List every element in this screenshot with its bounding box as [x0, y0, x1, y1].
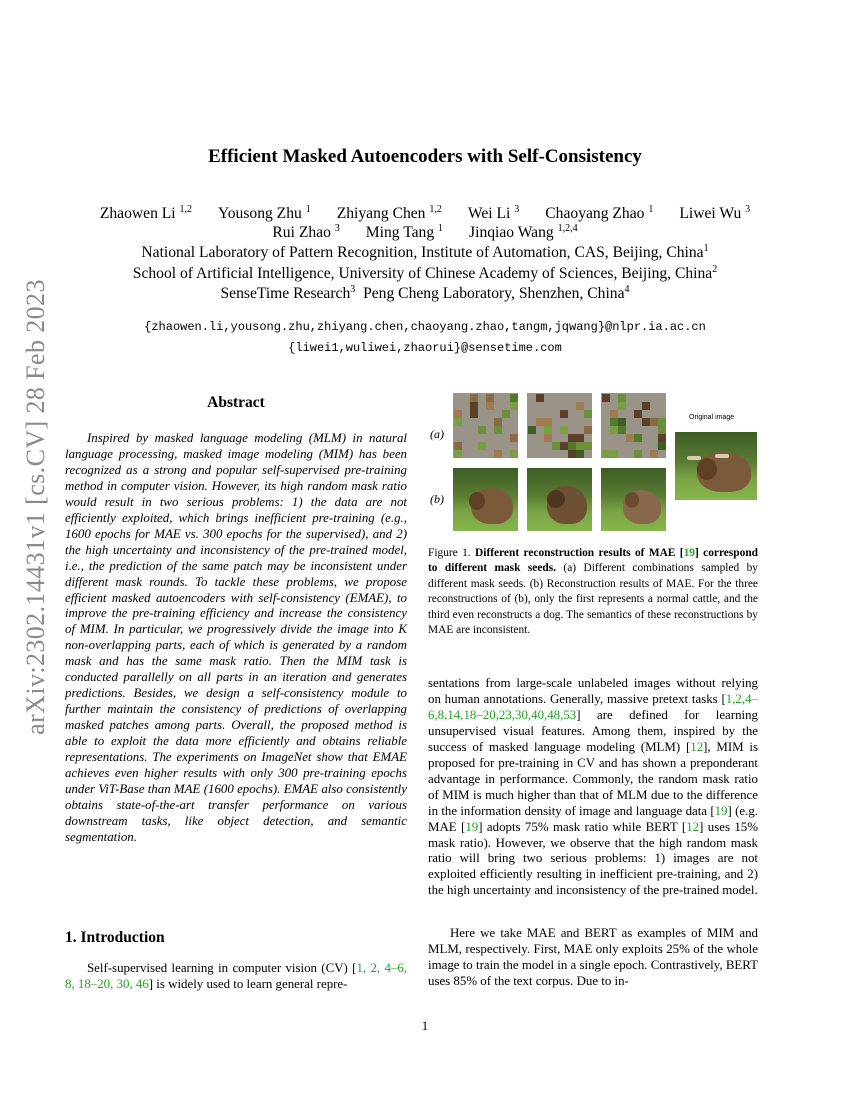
intro-paragraph	[65, 960, 407, 992]
visible-patch	[544, 426, 552, 434]
rp1-cite-4[interactable]: 19	[465, 819, 479, 834]
visible-patch	[658, 418, 666, 426]
author-name: Ming Tang	[365, 224, 439, 242]
visible-patch	[642, 402, 650, 410]
figure-1	[428, 392, 758, 542]
email-line-1[interactable]: {zhaowen.li,yousong.zhu,zhiyang.chen,chaoyang.zhao,tangm,jqwang}@nlpr.ia.ac.cn	[144, 320, 706, 334]
visible-patch	[454, 418, 462, 426]
author-affil-sup: 1	[305, 204, 311, 215]
visible-patch	[560, 426, 568, 434]
visible-patch	[634, 410, 642, 418]
arxiv-stamp	[8, 279, 64, 735]
visible-patch	[544, 434, 552, 442]
visible-patch	[454, 450, 462, 458]
visible-patch	[602, 450, 610, 458]
visible-patch	[634, 434, 642, 442]
rp1-e: ] (e.g. MAE [	[428, 803, 759, 834]
visible-patch	[658, 426, 666, 434]
author-name: Jinqiao Wang	[469, 224, 558, 242]
visible-patch	[576, 434, 584, 442]
author-name: Rui Zhao	[272, 224, 335, 242]
visible-patch	[576, 402, 584, 410]
visible-patch	[634, 450, 642, 458]
rp1-cite-2[interactable]: 12	[690, 739, 704, 754]
visible-patch	[626, 434, 634, 442]
visible-patch	[610, 410, 618, 418]
author-name: Zhaowen Li	[99, 205, 180, 223]
visible-patch	[658, 434, 666, 442]
visible-patch	[552, 442, 560, 450]
caption-prefix: Figure 1.	[428, 547, 476, 559]
affiliation-2-text: School of Artificial Intelligence, University of Chinese Academy of Sciences, Beijing, China	[132, 264, 713, 282]
visible-patch	[536, 418, 544, 426]
affiliation-4-sup: 4	[624, 284, 630, 295]
affiliation-2-sup: 2	[712, 263, 718, 275]
intro-text-pre: Self-supervised learning in computer vision (CV) [	[87, 961, 357, 975]
reconstruction-2	[527, 468, 592, 531]
affiliation-1-sup: 1	[703, 243, 709, 254]
author-affil-sup: 1	[648, 204, 654, 215]
author-name: Wei Li	[467, 205, 515, 223]
visible-patch	[454, 442, 462, 450]
affiliation-3-sup: 3	[350, 284, 356, 295]
intro-citations[interactable]: 1, 2, 4–6, 8, 18–20, 30, 46	[65, 961, 407, 991]
visible-patch	[584, 442, 592, 450]
caption-rest: (a) Different combinations sampled by different mask seeds. (b) Reconstruction results of MAE. For the three reconstructions of (b), only the first represents a normal cattle, and the third even reconstructs a dog. The semantics of these reconstructions by MAE are inconsistent.	[428, 562, 758, 637]
original-image-label: Original image	[689, 414, 735, 421]
visible-patch	[618, 426, 626, 434]
rp1-cite-5[interactable]: 12	[686, 819, 700, 834]
figure-1-caption	[428, 546, 758, 638]
author-affil-sup: 1,2,4	[557, 223, 578, 234]
rp1-a: sentations from large-scale unlabeled images without relying on human annotations. Generally, massive pretext tasks [	[428, 676, 758, 706]
visible-patch	[560, 442, 568, 450]
visible-patch	[658, 442, 666, 450]
masked-image-2	[527, 393, 592, 458]
visible-patch	[584, 410, 592, 418]
visible-patch	[568, 442, 576, 450]
rp1-cite-3[interactable]: 19	[714, 803, 728, 818]
visible-patch	[510, 394, 518, 402]
author-name: Liwei Wu	[679, 205, 746, 223]
reconstruction-3	[601, 468, 666, 531]
visible-patch	[470, 410, 478, 418]
visible-patch	[650, 450, 658, 458]
email-line-2[interactable]: {liwei1,wuliwei,zhaorui}@sensetime.com	[288, 341, 562, 355]
visible-patch	[650, 418, 658, 426]
abstract-heading: Abstract	[207, 394, 265, 411]
visible-patch	[544, 418, 552, 426]
visible-patch	[602, 394, 610, 402]
visible-patch	[510, 450, 518, 458]
rp1-b: ] are defined for learning unsupervised visual features. Among them, inspired by the success of masked language modeling (MLM) [	[428, 707, 758, 754]
visible-patch	[536, 394, 544, 402]
affiliation-1-text: National Laboratory of Pattern Recognition, Institute of Automation, CAS, Beijing, China	[141, 244, 704, 262]
author-affil-sup: 3	[514, 204, 520, 215]
visible-patch	[486, 394, 494, 402]
author-affil-sup: 3	[745, 204, 751, 215]
visible-patch	[560, 410, 568, 418]
abstract-body: Inspired by masked language modeling (MLM) in natural language processing, masked image modeling (MIM) has been recognized as a strong and popular self-supervised pre-training method in computer vision. However, its high random mask ratio would result in two serious problems: 1) the data are not efficiently exploited, which brings inefficient pre-training (e.g., 1600 epochs for MAE vs. 300 epochs for the supervised), and 2) the high uncertainty and inconsistency of the pre-trained model, i.e., the prediction of the same patch may be inconsistent under different mask rounds. To tackle these problems, we propose efficient masked autoencoders with self-consistency (EMAE), to improve the pre-training efficiency and increase the consistency of MIM. In particular, we progressively divide the image into K non-overlapping parts, each of which is generated by a random mask and has the same mask ratio. Then the MIM task is conducted parallelly on all parts in an iteration and generates predictions. Besides, we design a self-consistency module to further maintain the consistency of predictions of overlapping masked patches among parts. Overall, the proposed method is able to exploit the data more efficiently and obtains reliable representations. The experiments on ImageNet show that EMAE achieves even higher results with only 300 pre-training epochs under ViT-Base than MAE (1600 epochs). EMAE also consistently obtains state-of-the-art transfer performance on various downstream tasks, like object detection, and semantic segmentation.	[65, 431, 407, 844]
visible-patch	[470, 402, 478, 410]
author-affil-sup: 1	[438, 223, 444, 234]
rp1-cite-1[interactable]: 1,2,4–6,8,14,18–20,23,30,40,48,53	[428, 691, 758, 722]
visible-patch	[568, 434, 576, 442]
visible-patch	[510, 434, 518, 442]
affiliation-3	[40, 280, 810, 305]
right-paragraph-1	[428, 676, 758, 899]
intro-heading: 1. Introduction	[65, 929, 165, 946]
rp1-d: ], MIM is proposed for pre-training in CV and has shown a preponderant advantage in performance. Commonly, the random mask ratio of MIM is much higher than that of MLM due to the difference in the information density of image and language data [	[428, 739, 758, 818]
visible-patch	[494, 426, 502, 434]
visible-patch	[610, 418, 618, 426]
page-number: 1	[421, 1018, 429, 1033]
visible-patch	[454, 410, 462, 418]
author-affil-sup: 1,2	[179, 204, 193, 215]
caption-bold-1: Different reconstruction results of MAE [	[475, 547, 684, 559]
caption-bold-2: ] correspond to different mask seeds.	[428, 547, 758, 575]
affiliation-3-text: SenseTime Research	[220, 285, 351, 303]
figure-label-b: (b)	[430, 492, 444, 506]
visible-patch	[576, 450, 584, 458]
original-image	[675, 432, 757, 500]
visible-patch	[486, 402, 494, 410]
visible-patch	[478, 442, 486, 450]
visible-patch	[618, 402, 626, 410]
visible-patch	[642, 418, 650, 426]
figure-label-a: (a)	[430, 427, 444, 441]
visible-patch	[478, 426, 486, 434]
visible-patch	[528, 426, 536, 434]
right-paragraph-2: Here we take MAE and BERT as examples of MIM and MLM, respectively. First, MAE only exploits 25% of the whole image to train the model in a single epoch. Contrastively, BERT uses 85% of the text corpus. Due to in-	[428, 926, 758, 988]
visible-patch	[502, 410, 510, 418]
caption-citation[interactable]: 19	[683, 547, 695, 559]
visible-patch	[576, 442, 584, 450]
arxiv-id: arXiv:2302.14431v1 [cs.CV] 28 Feb 2023	[21, 279, 50, 735]
paper-title: Efficient Masked Autoencoders with Self-Consistency	[208, 146, 642, 167]
visible-patch	[584, 426, 592, 434]
author-name: Zhiyang Chen	[336, 205, 430, 223]
visible-patch	[618, 418, 626, 426]
visible-patch	[610, 450, 618, 458]
visible-patch	[470, 394, 478, 402]
author-name: Yousong Zhu	[218, 205, 306, 223]
visible-patch	[568, 450, 576, 458]
intro-text-post: ] is widely used to learn general repre-	[148, 977, 348, 991]
reconstruction-1	[453, 468, 518, 531]
author-affil-sup: 3	[334, 223, 340, 234]
rp1-f: ] adopts 75% mask ratio while BERT [	[478, 819, 687, 834]
visible-patch	[510, 402, 518, 410]
visible-patch	[618, 394, 626, 402]
author-affil-sup: 1,2	[429, 204, 442, 215]
rp1-g: ] uses 15% mask ratio). However, we observe that the high random mask ratio will bring two serious problems: 1) images are not exploited efficiently resulting in inefficient pre-training, and 2) the high uncertainty and inconsistency of the pre-trained model.	[428, 819, 758, 898]
visible-patch	[494, 418, 502, 426]
author-name: Chaoyang Zhao	[545, 205, 649, 223]
affiliation-4-text: Peng Cheng Laboratory, Shenzhen, China	[355, 285, 625, 303]
masked-image-3	[601, 393, 666, 458]
masked-image-1	[453, 393, 518, 458]
visible-patch	[494, 450, 502, 458]
visible-patch	[610, 426, 618, 434]
